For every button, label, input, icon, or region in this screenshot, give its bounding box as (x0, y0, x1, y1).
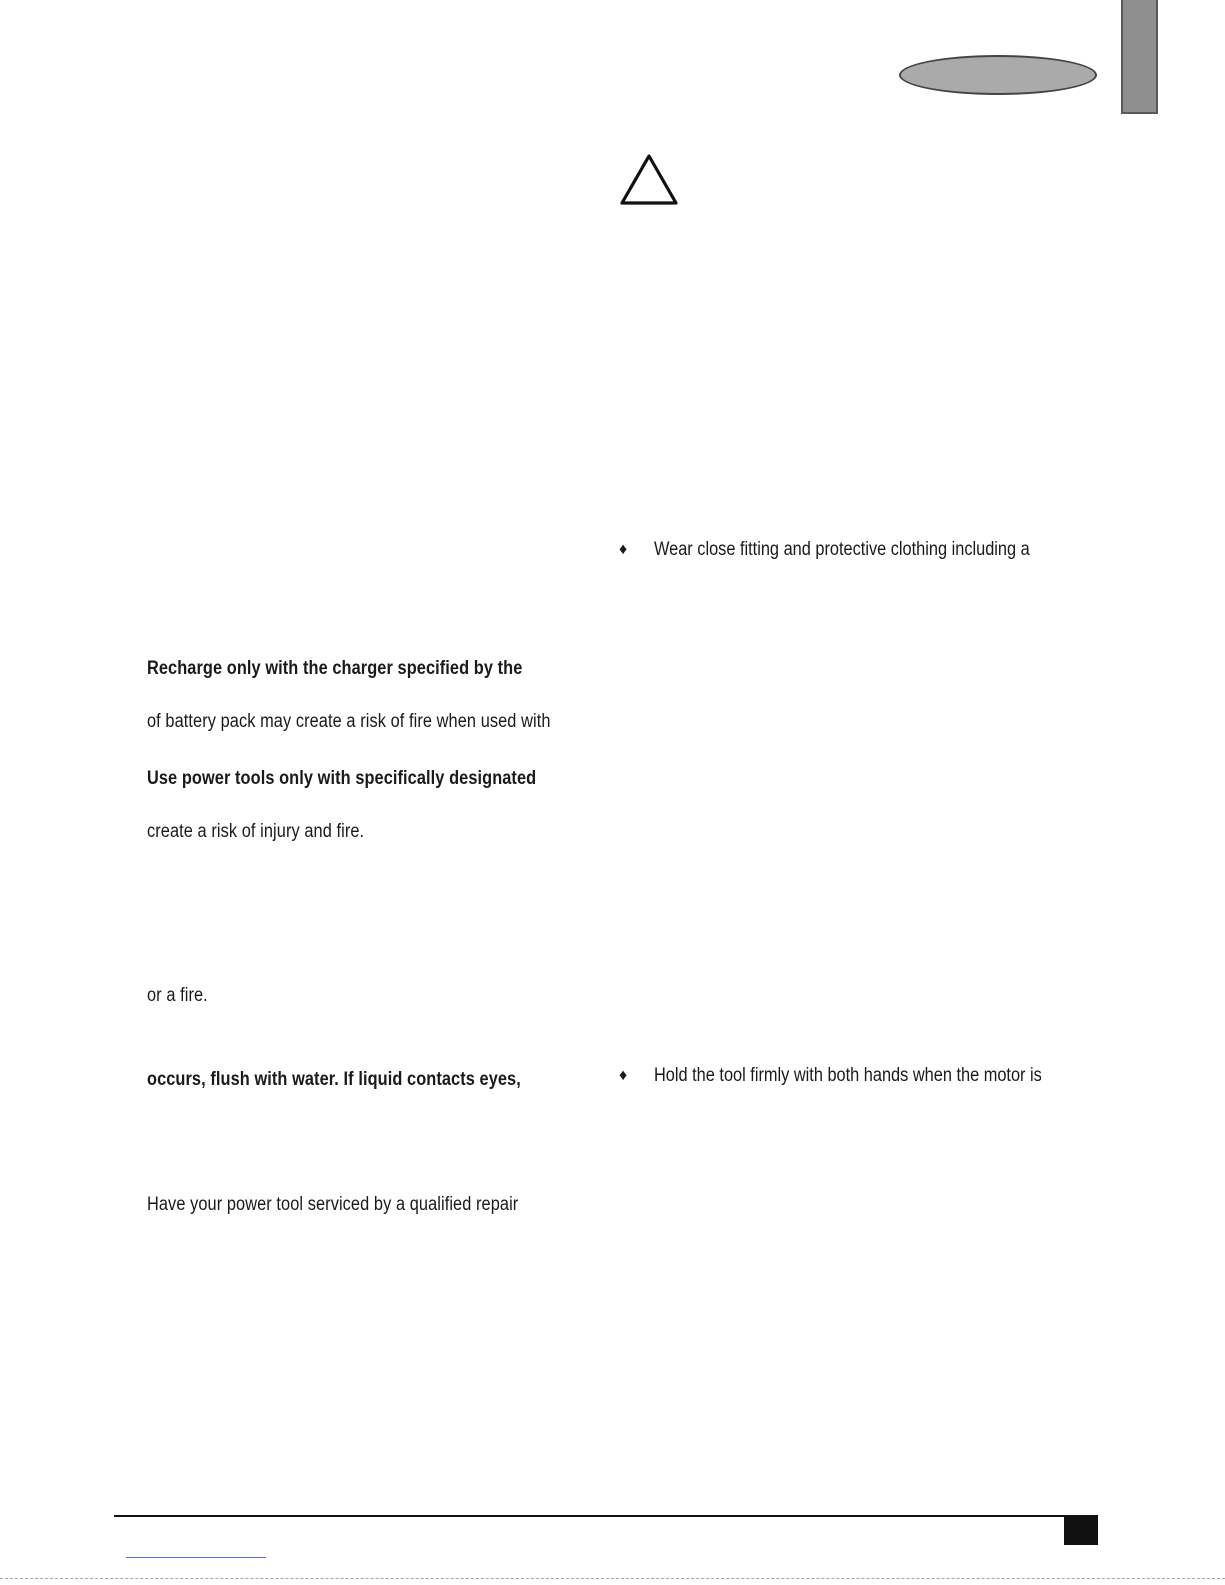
bottom-link-underline (126, 1557, 266, 1558)
side-language-tab (1121, 0, 1158, 114)
left-line-serviced: Have your power tool serviced by a qualified repair (147, 1194, 519, 1215)
bullet-diamond-icon: ♦ (619, 541, 628, 558)
footer-rule (114, 1515, 1097, 1517)
bullet-diamond-icon: ♦ (619, 1067, 628, 1084)
left-line-use-power-tools: Use power tools only with specifically designated (147, 768, 537, 789)
left-line-or-fire: or a fire. (147, 985, 208, 1006)
left-line-flush-water: occurs, flush with water. If liquid contacts eyes, (147, 1069, 521, 1090)
bullet-text-hold-tool: Hold the tool firmly with both hands when the motor is (654, 1065, 1042, 1086)
language-oval-tab (899, 55, 1097, 95)
left-line-battery-pack: of battery pack may create a risk of fire when used with (147, 711, 551, 732)
warning-triangle-icon (618, 152, 680, 208)
left-line-injury-fire: create a risk of injury and fire. (147, 821, 365, 842)
bullet-text-clothing: Wear close fitting and protective clothing including a (654, 539, 1030, 560)
page-number-box (1064, 1515, 1098, 1545)
page-bottom-dashed-border (0, 1578, 1225, 1579)
left-line-recharge: Recharge only with the charger specified by the (147, 658, 523, 679)
